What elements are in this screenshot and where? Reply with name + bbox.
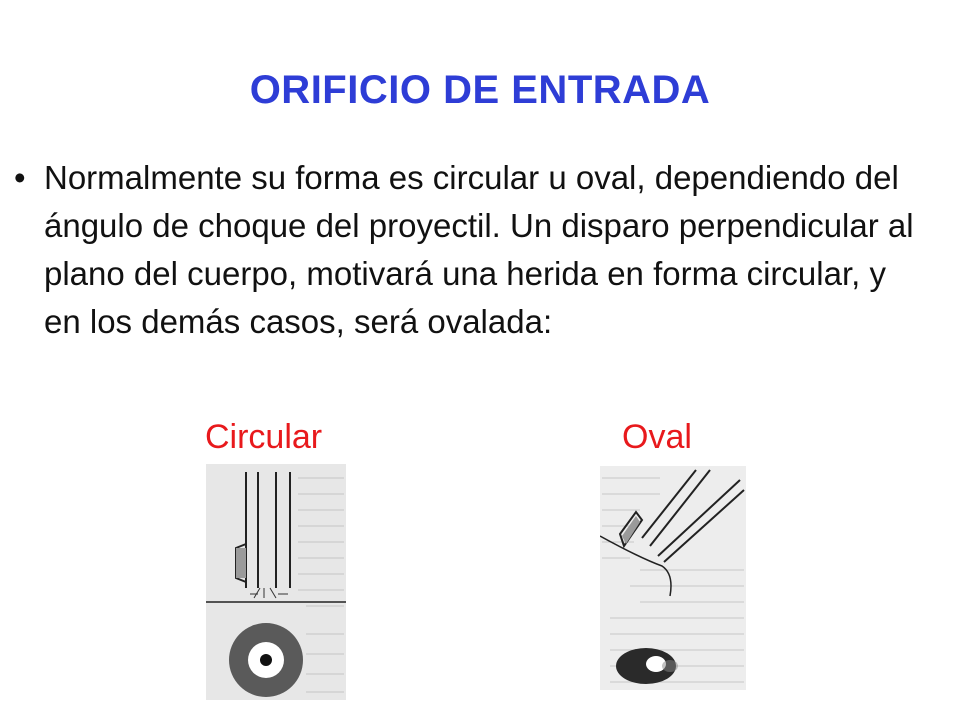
oval-wound-illustration [600,466,746,690]
label-oval: Oval [622,418,692,456]
slide-title: ORIFICIO DE ENTRADA [249,68,711,112]
bullet-item [14,154,914,346]
circular-wound-illustration [206,464,346,700]
label-circular: Circular [205,418,323,456]
bullet-dot: • [14,159,26,196]
bullet-text: Normalmente su forma es circular u oval, dependiendo del ángulo de choque del proyectil. Un disparo perpendicular al plano del cuerpo, motivará una herida en forma circular, y en los demás casos, será ovalada: [44,159,914,340]
